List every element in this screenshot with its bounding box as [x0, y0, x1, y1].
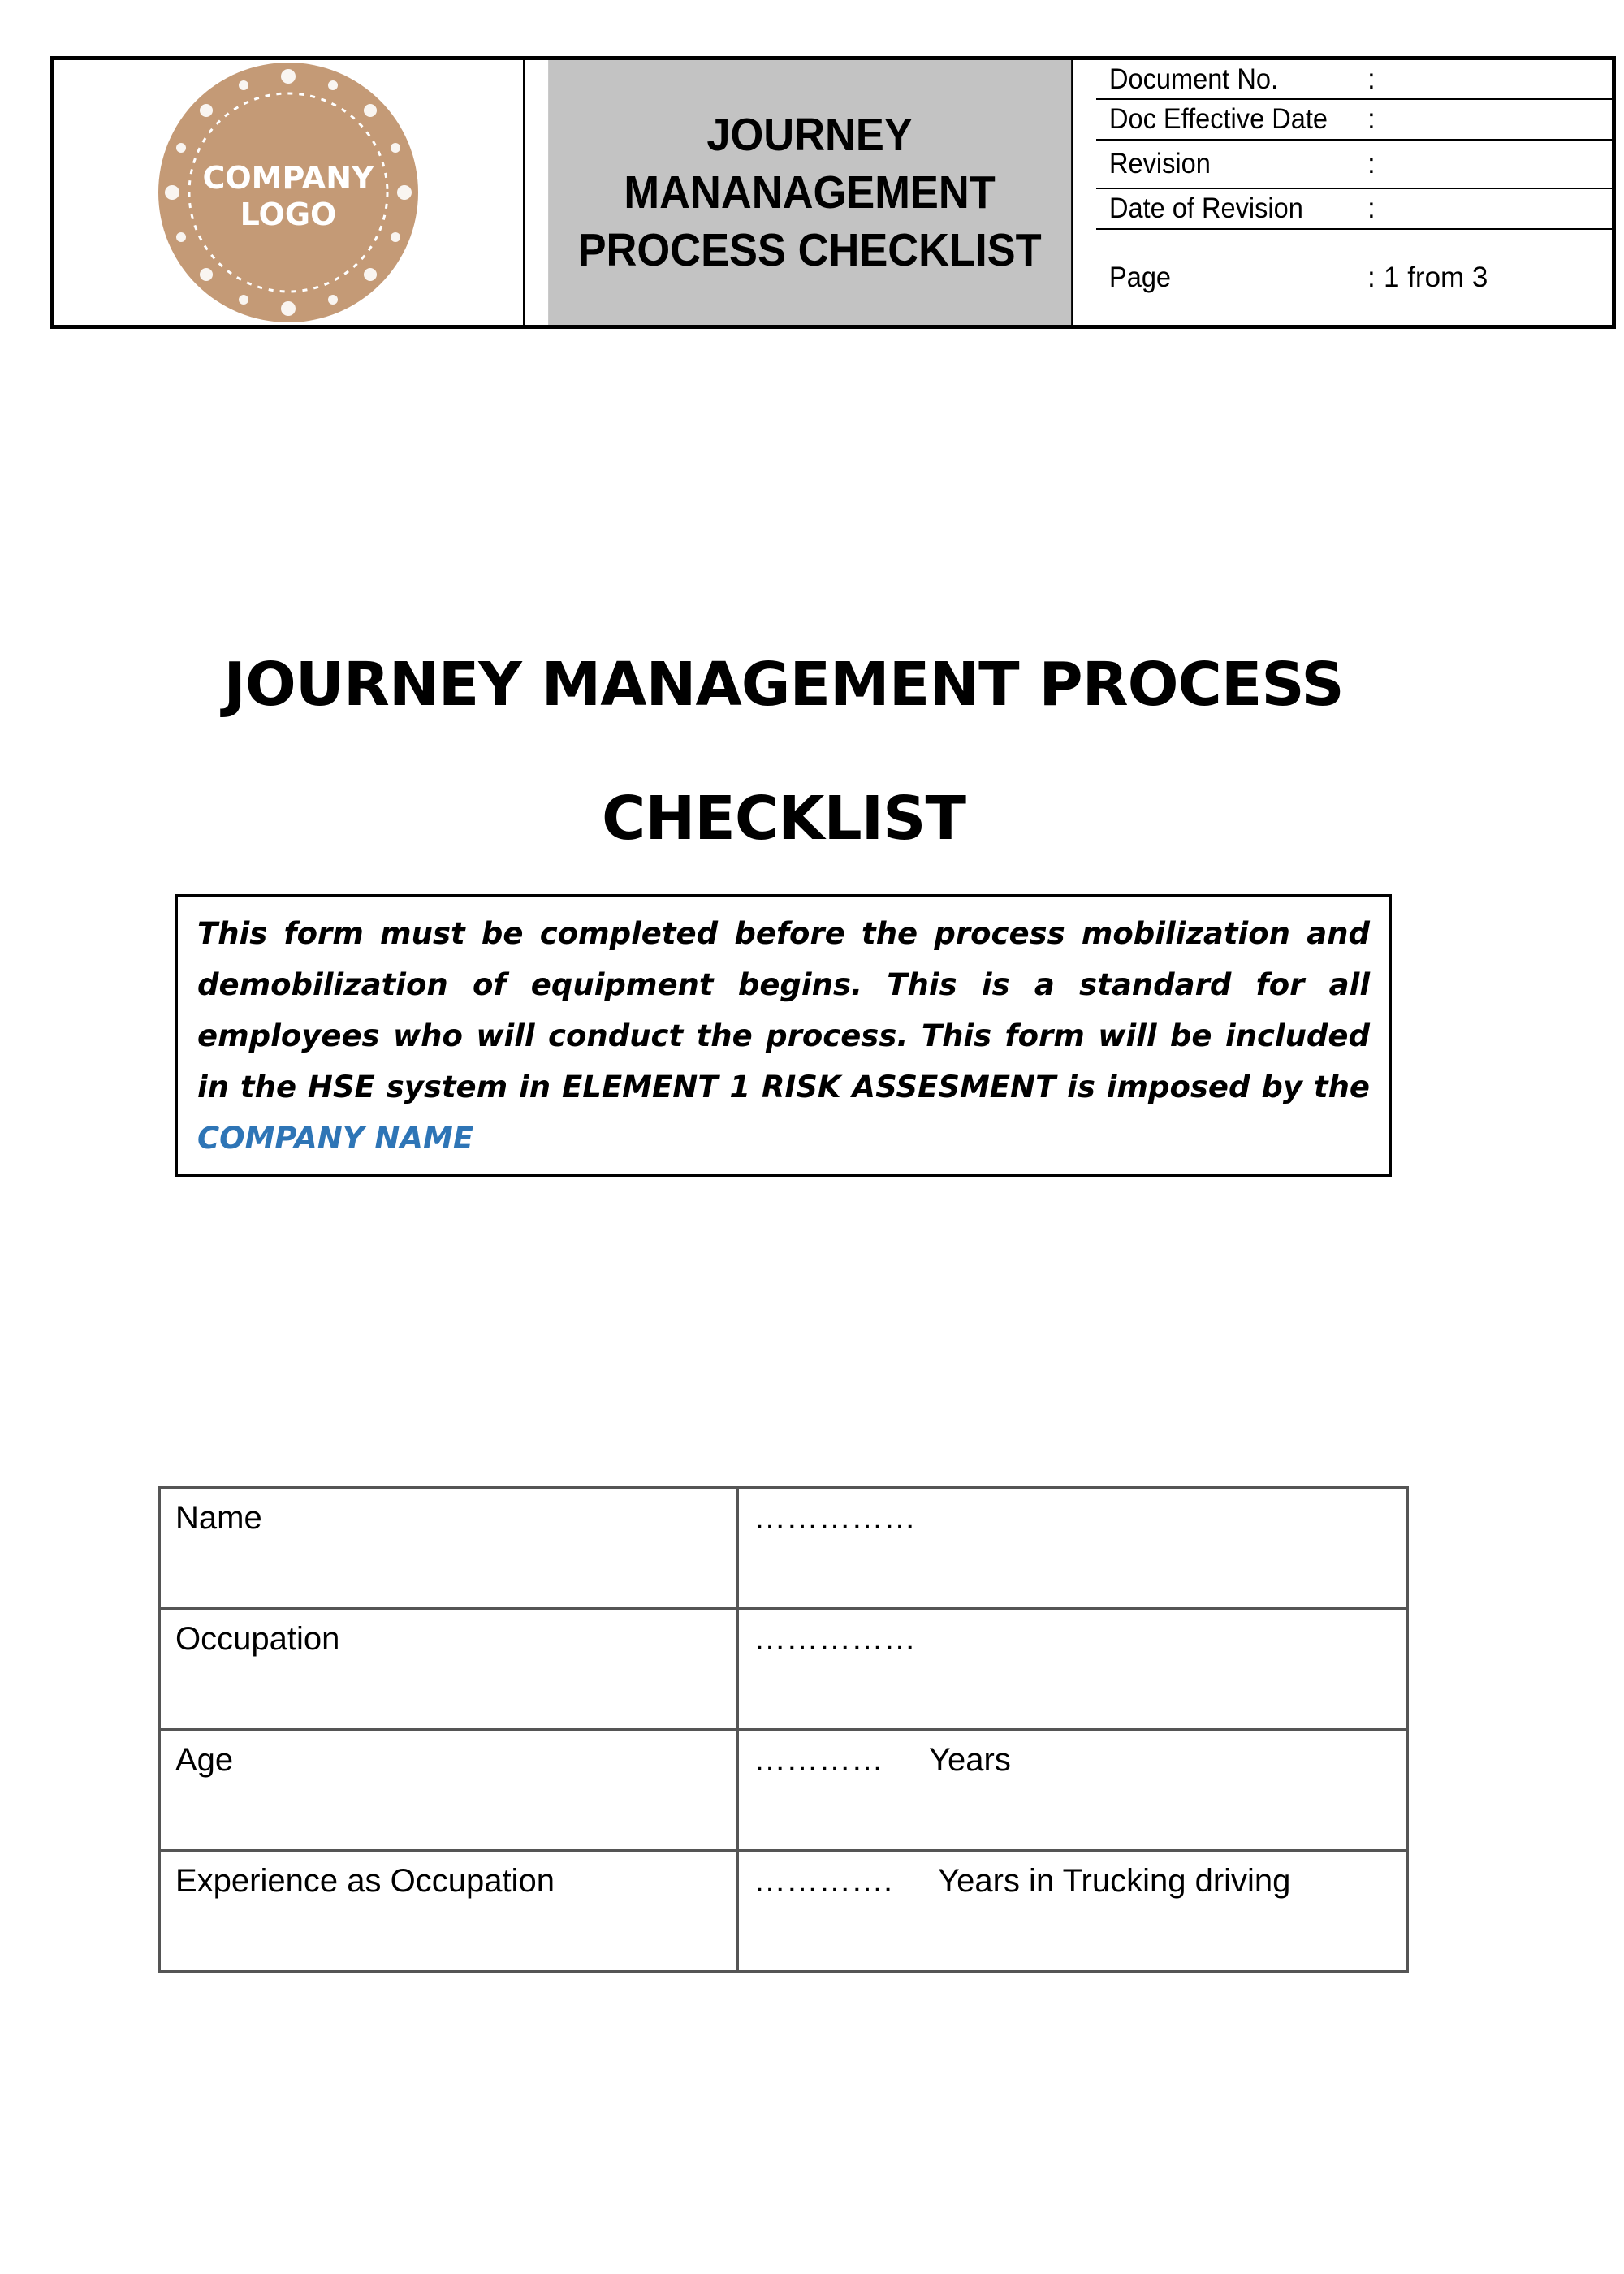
notice-text: This form must be completed before the process mobilization and demobilization of equipment begins. This is a standard for all employees who will conduct the process. This form will be included in the HSE system in ELEMENT 1 RISK ASSESMENT is imposed by the — [197, 916, 1370, 1105]
table-row — [160, 1488, 1408, 1609]
meta-value: 1 from 3 — [1384, 261, 1488, 293]
company-name: COMPANY NAME — [197, 1121, 474, 1156]
meta-colon: : — [1367, 192, 1376, 224]
table-row — [160, 1609, 1408, 1730]
header-title — [548, 60, 1073, 325]
logo-text-line2: LOGO — [240, 197, 337, 232]
meta-row-date-of-revision — [1096, 189, 1612, 230]
row-label: Age — [160, 1730, 738, 1851]
meta-label: Document No. — [1109, 63, 1279, 95]
row-value[interactable] — [738, 1488, 1408, 1609]
notice-box — [175, 894, 1392, 1177]
fill-in-dots: ………… — [754, 1742, 883, 1778]
logo-text-line1: COMPANY — [202, 160, 374, 196]
meta-row-page — [1096, 230, 1612, 325]
meta-label: Doc Effective Date — [1109, 103, 1328, 135]
meta-label: Revision — [1109, 148, 1211, 179]
page-title-line1: JOURNEY MANAGEMENT PROCESS — [223, 650, 1344, 720]
row-value[interactable] — [738, 1730, 1408, 1851]
fill-in-dots: …………. — [754, 1863, 893, 1899]
meta-row-document-no — [1096, 60, 1612, 100]
document-meta — [1096, 60, 1612, 325]
meta-colon: : — [1367, 63, 1376, 95]
row-suffix: Years — [929, 1742, 1011, 1778]
logo-cell — [54, 60, 525, 325]
header-title-line: PROCESS CHECKLIST — [577, 223, 1042, 276]
meta-colon: : — [1367, 148, 1376, 179]
meta-row-effective-date — [1096, 100, 1612, 141]
document-header — [50, 56, 1616, 329]
row-label: Name — [160, 1488, 738, 1609]
meta-row-revision — [1096, 141, 1612, 189]
meta-colon: : — [1367, 261, 1376, 293]
fill-in-dots: …………… — [754, 1500, 916, 1536]
page-title-line2: CHECKLIST — [602, 784, 965, 854]
row-value[interactable] — [738, 1609, 1408, 1730]
meta-label: Page — [1109, 261, 1172, 293]
fill-in-dots: …………… — [754, 1621, 916, 1657]
header-title-line: MANANAGEMENT — [624, 166, 996, 218]
company-logo — [154, 58, 422, 326]
header-title-line: JOURNEY — [706, 108, 913, 161]
row-label: Experience as Occupation — [160, 1851, 738, 1972]
meta-colon: : — [1367, 103, 1376, 135]
row-label: Occupation — [160, 1609, 738, 1730]
row-value[interactable] — [738, 1851, 1408, 1972]
personal-info-table — [158, 1486, 1409, 1973]
table-row — [160, 1851, 1408, 1972]
table-row — [160, 1730, 1408, 1851]
row-suffix: Years in Trucking driving — [938, 1863, 1291, 1899]
meta-label: Date of Revision — [1109, 192, 1303, 224]
